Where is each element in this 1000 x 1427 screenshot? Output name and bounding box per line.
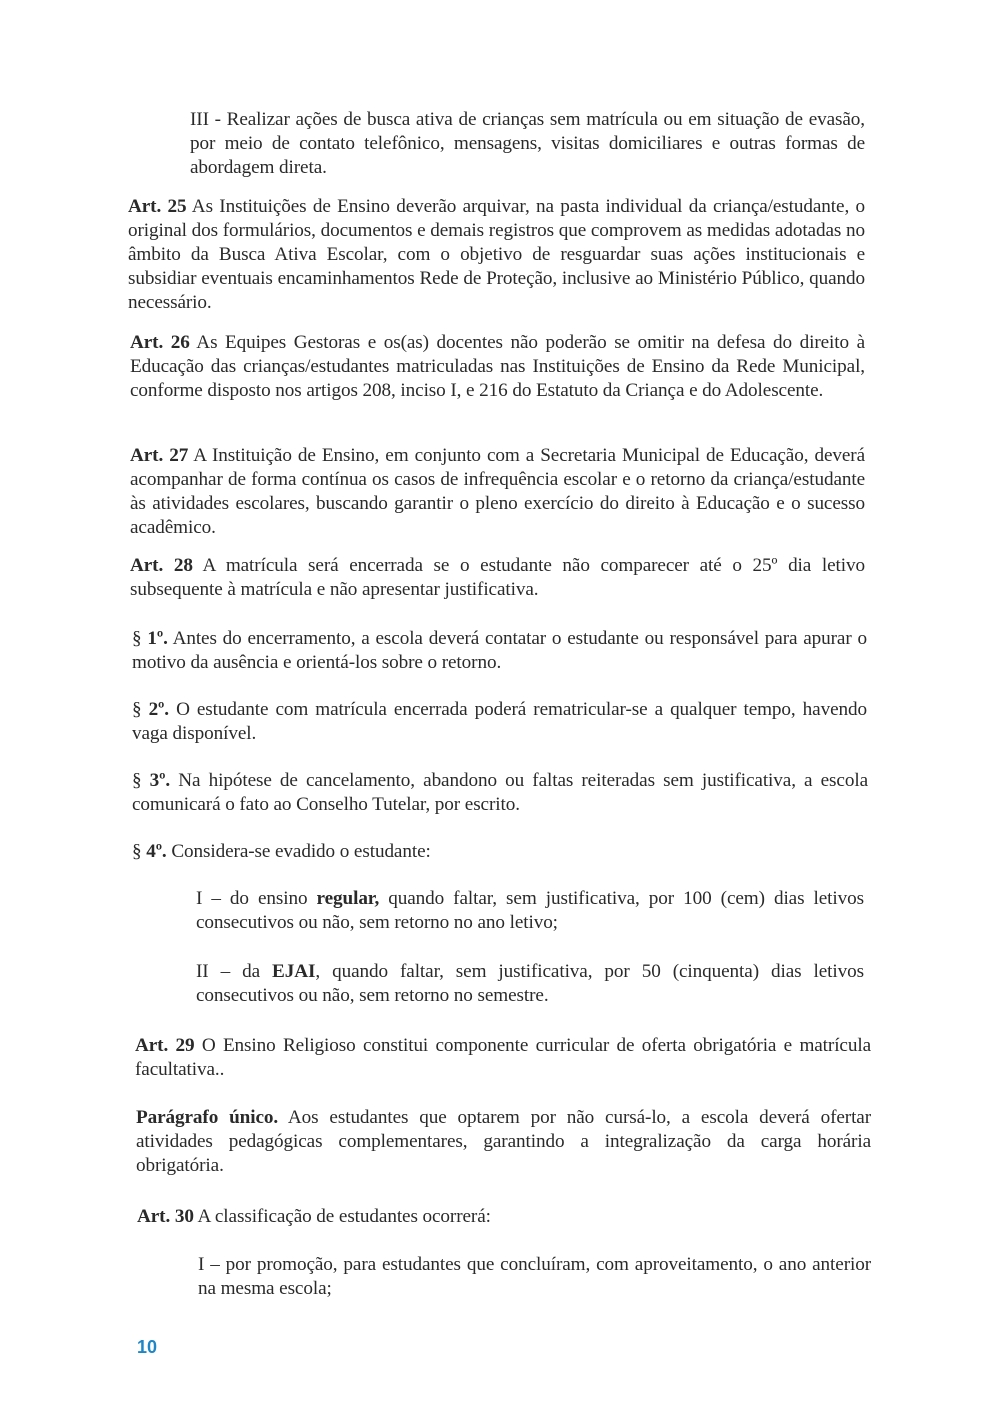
body: Aos estudantes que optarem por não cursá-lo, a escola deverá ofertar atividades pedagógicas complementares, garantindo a integralização da carga horária obrigatória. xyxy=(136,1107,872,1176)
article-label: Art. 29 xyxy=(135,1035,195,1056)
body: O estudante com matrícula encerrada poderá rematricular-se a qualquer tempo, havendo vaga disponível. xyxy=(132,699,867,744)
body: Na hipótese de cancelamento, abandono ou faltas reiteradas sem justificativa, a escola comunicará o fato ao Conselho Tutelar, por escrito. xyxy=(132,770,868,815)
article-29 xyxy=(135,1034,871,1082)
article-label: Art. 28 xyxy=(130,555,193,576)
prefix: II – da xyxy=(196,961,273,982)
paragraph-label: 3º. xyxy=(149,770,171,791)
prefix: § xyxy=(132,699,149,720)
inciso-iii xyxy=(190,108,865,180)
prefix: § xyxy=(132,841,147,862)
body: As Instituições de Ensino deverão arquivar, na pasta individual da criança/estudante, o original dos formulários, documentos e demais registros que comprovem as medidas adotadas no âmbito da Busca Ativa Escolar, com o objetivo de resguardar suas ações institucionais e subsidiar eventuais encaminhamentos Rede de Proteção, inclusive ao Ministério Público, quando necessário. xyxy=(128,196,865,313)
paragraph-2 xyxy=(132,698,867,746)
emphasis: EJAI xyxy=(272,961,316,982)
body: A Instituição de Ensino, em conjunto com a Secretaria Municipal de Educação, deverá acompanhar de forma contínua os casos de infrequência escolar e o retorno da criança/estudante às atividades escolares, buscando garantir o pleno exercício do direito à Educação e o sucesso acadêmico. xyxy=(130,445,865,538)
prefix: § xyxy=(132,770,150,791)
article-label: Art. 30 xyxy=(137,1206,194,1227)
article-28 xyxy=(130,554,865,602)
inciso-i-regular xyxy=(196,887,864,935)
body: III - Realizar ações de busca ativa de crianças sem matrícula ou em situação de evasão, por meio de contato telefônico, mensagens, visitas domiciliares e outras formas de abordagem direta. xyxy=(190,109,865,178)
paragraph-4 xyxy=(132,840,868,864)
paragraph-label: Parágrafo único. xyxy=(136,1107,279,1128)
article-30 xyxy=(137,1205,872,1229)
body: quando faltar, sem justificativa, por 100 (cem) dias letivos consecutivos ou não, sem retorno no ano letivo; xyxy=(196,888,864,933)
article-25 xyxy=(128,195,865,315)
paragraph-1 xyxy=(132,627,867,675)
paragraph-label: 1º. xyxy=(147,628,168,649)
emphasis: regular, xyxy=(316,888,380,909)
article-label: Art. 25 xyxy=(128,196,187,217)
prefix: I – do ensino xyxy=(196,888,317,909)
body: As Equipes Gestoras e os(as) docentes não poderão se omitir na defesa do direito à Educação das crianças/estudantes matriculadas nas Instituições de Ensino da Rede Municipal, conforme disposto nos artigos 208, inciso I, e 216 do Estatuto da Criança e do Adolescente. xyxy=(130,332,865,401)
body: I – por promoção, para estudantes que concluíram, com aproveitamento, o ano anterior na mesma escola; xyxy=(198,1254,871,1299)
body: A matrícula será encerrada se o estudante não comparecer até o 25º dia letivo subsequente à matrícula e não apresentar justificativa. xyxy=(130,555,865,600)
inciso-ii-ejai xyxy=(196,960,864,1008)
body: Considera-se evadido o estudante: xyxy=(166,841,431,862)
article-label: Art. 27 xyxy=(130,445,189,466)
paragrafo-unico xyxy=(136,1106,871,1178)
body: , quando faltar, sem justificativa, por 50 (cinquenta) dias letivos consecutivos ou não, sem retorno no semestre. xyxy=(196,961,864,1006)
article-label: Art. 26 xyxy=(130,332,190,353)
prefix: § xyxy=(132,628,148,649)
page-number: 10 xyxy=(137,1337,158,1357)
inciso-i-promocao xyxy=(198,1253,871,1301)
body: O Ensino Religioso constitui componente curricular de oferta obrigatória e matrícula facultativa.. xyxy=(135,1035,871,1080)
paragraph-label: 2º. xyxy=(148,699,169,720)
article-26 xyxy=(130,331,865,403)
article-27 xyxy=(130,444,865,540)
paragraph-3 xyxy=(132,769,868,817)
body: A classificação de estudantes ocorrerá: xyxy=(193,1206,491,1227)
body: Antes do encerramento, a escola deverá contatar o estudante ou responsável para apurar o motivo da ausência e orientá-los sobre o retorno. xyxy=(132,628,867,673)
paragraph-label: 4º. xyxy=(146,841,167,862)
